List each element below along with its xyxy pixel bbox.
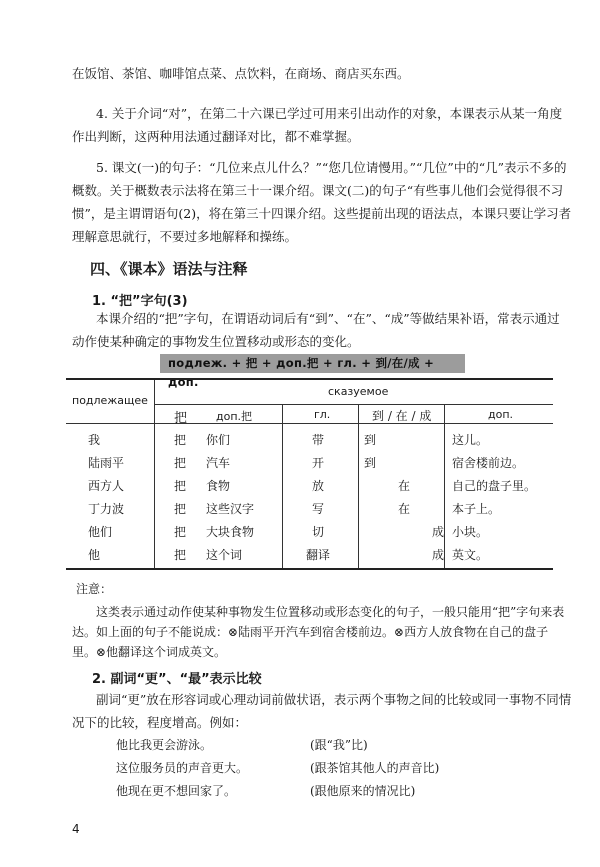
example-sentence: 他比我更会游泳。 <box>116 738 213 752</box>
example-sentence: 这位服务员的声音更大。 <box>116 761 249 775</box>
table-cell: 把 <box>174 479 187 493</box>
table-cell: 切 <box>312 525 325 539</box>
table-cell: 英文。 <box>452 548 489 562</box>
table-cell: 这个词 <box>206 548 243 562</box>
table-cell: 在 <box>398 479 411 493</box>
table-cell: 带 <box>312 433 325 447</box>
table-cell: 在 <box>398 502 411 516</box>
subsection-2-title: 2. 副词“更”、“最”表示比较 <box>92 672 262 687</box>
table-cell: 放 <box>312 479 325 493</box>
example-gloss: (跟他原来的情况比) <box>310 784 416 798</box>
table-cell: 把 <box>174 502 187 516</box>
table-cell: 我 <box>88 433 101 447</box>
table-cell: 翻译 <box>306 548 331 562</box>
table-cell: 食物 <box>206 479 231 493</box>
table-cell: 开 <box>312 456 325 470</box>
note-text: 这类表示通过动作使某种事物发生位置移动或形态变化的句子，一般只能用“把”字句来表达。如上面的句子不能说成：⊗陆雨平开汽车到宿舍楼前边。⊗西方人放食物在自己的盘子里。⊗他翻译这个词成英文。 <box>72 605 565 659</box>
table-cell: 本子上。 <box>452 502 501 516</box>
table-cell: 把 <box>174 525 187 539</box>
section-title: 四、《课本》语法与注释 <box>90 260 248 278</box>
table-cell: 自己的盘子里。 <box>452 479 537 493</box>
page-number: 4 <box>72 822 80 836</box>
table-cell: 你们 <box>206 433 231 447</box>
table-cell: 小块。 <box>452 525 489 539</box>
table-cell: 他们 <box>88 525 113 539</box>
table-cell: 把 <box>174 548 187 562</box>
ba-formula-banner: подлеж. + 把 + доп.把 + гл. + 到/在/成 + доп. <box>160 354 465 373</box>
table-cell: 他 <box>88 548 101 562</box>
table-cell: 宿舍楼前边。 <box>452 456 525 470</box>
header-verb: гл. <box>314 408 331 421</box>
example-gloss: (跟“我”比) <box>310 738 368 752</box>
table-cell: 到 <box>364 456 377 470</box>
table-cell: 把 <box>174 433 187 447</box>
header-obj: доп. <box>488 408 514 421</box>
example-sentence: 他现在更不想回家了。 <box>116 784 237 798</box>
header-obj-ba: доп.把 <box>216 410 253 423</box>
subsection-1-intro: 本课介绍的“把”字句，在谓语动词后有“到”、“在”、“成”等做结果补语，常表示通过动作使某种确定的事物发生位置移动或形态的变化。 <box>72 311 560 349</box>
paragraph-3: 5. 课文(一)的句子：“几位来点儿什么？”“您几位请慢用。”“几位”中的“几”表示不多的概数。关于概数表示法将在第三十一课介绍。课文(二)的句子“有些事儿他们会觉得很不习惯”，是主谓谓语句(2)，将在第三十四课介绍。这些提前出现的语法点，本课只要让学习者理解意思就行，不要过多地解释和操练。 <box>72 160 572 244</box>
table-cell: 西方人 <box>88 479 125 493</box>
paragraph-2: 4. 关于介词“对”，在第二十六课已学过可用来引出动作的对象，本课表示从某一角度作出判断，这两种用法通过翻译对比，都不难掌握。 <box>72 106 563 144</box>
header-ba: 把 <box>174 411 188 426</box>
table-cell: 这些汉字 <box>206 502 255 516</box>
header-subject: подлежащее <box>72 394 148 407</box>
table-cell: 把 <box>174 456 187 470</box>
note-label: 注意： <box>76 582 113 596</box>
table-cell: 汽车 <box>206 456 231 470</box>
paragraph-1: 在饭馆、茶馆、咖啡馆点菜、点饮料，在商场、商店买东西。 <box>72 66 410 81</box>
header-result: 到 / 在 / 成 <box>372 409 432 423</box>
example-gloss: (跟茶馆其他人的声音比) <box>310 761 440 775</box>
table-cell: 成 <box>432 525 445 539</box>
subsection-1-title: 1. “把”字句(3) <box>92 294 188 309</box>
table-cell: 成 <box>432 548 445 562</box>
table-cell: 陆雨平 <box>88 456 125 470</box>
subsection-2-intro: 副词“更”放在形容词或心理动词前做状语，表示两个事物之间的比较或同一事物不同情况下的比较，程度增高。例如： <box>72 692 572 730</box>
table-cell: 大块食物 <box>206 525 255 539</box>
table-cell: 到 <box>364 433 377 447</box>
table-cell: 这儿。 <box>452 433 489 447</box>
header-predicate: сказуемое <box>328 385 389 398</box>
table-cell: 丁力波 <box>88 502 125 516</box>
ba-sentence-table <box>66 378 553 570</box>
table-cell: 写 <box>312 502 325 516</box>
